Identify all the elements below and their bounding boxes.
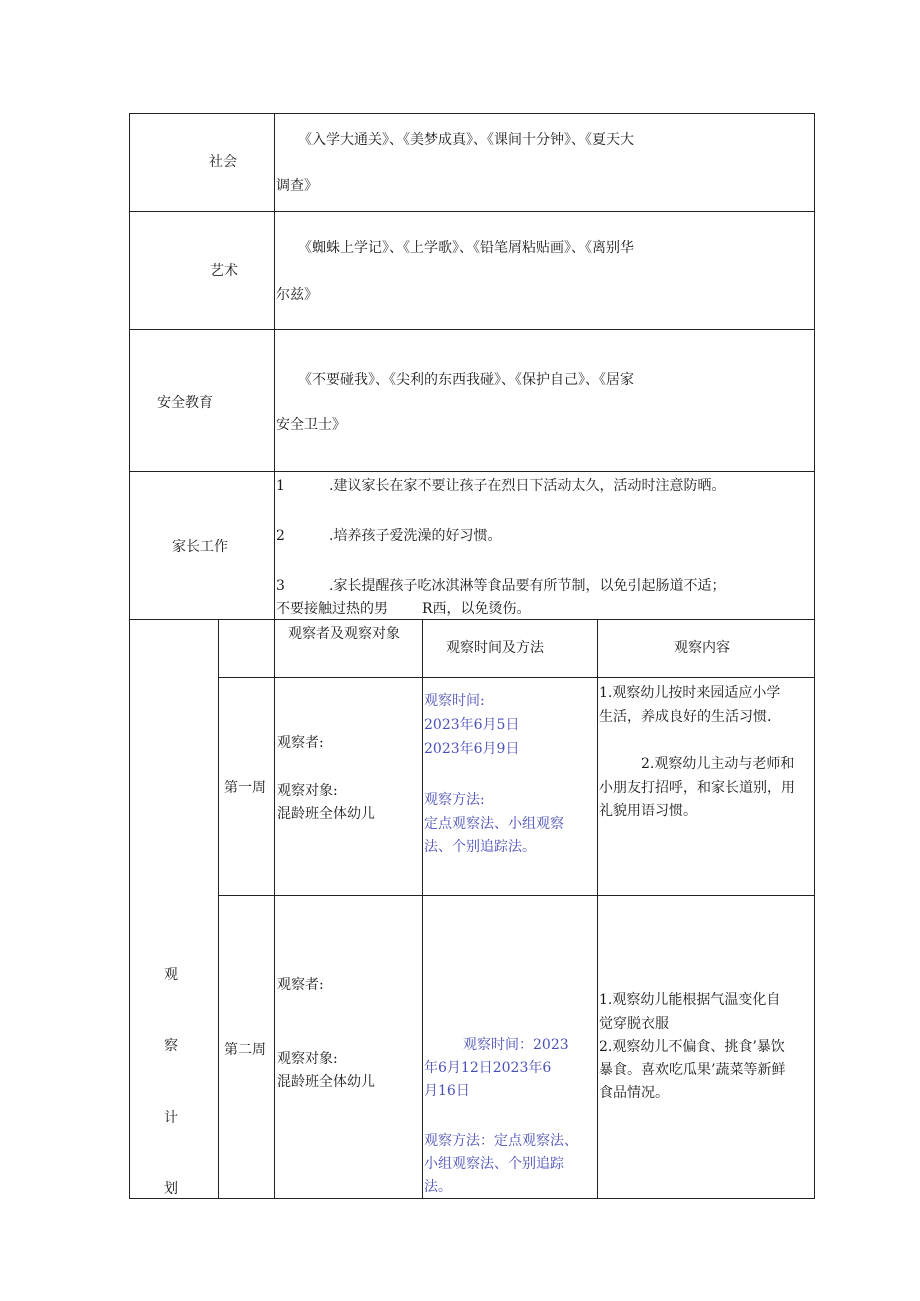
time-line: 观察时间：2023 bbox=[463, 1037, 569, 1053]
content-line: 2.观察幼儿主动与老师和 bbox=[641, 756, 795, 772]
method-line: 小组观察法、个别追踪 bbox=[424, 1156, 564, 1172]
target-value: 混龄班全体幼儿 bbox=[277, 1074, 375, 1090]
row-content-art-line1: 《蜘蛛上学记》、《上学歌》、《铅笔屑粘贴画》、《离别华 bbox=[298, 240, 634, 256]
row-label-social: 社会 bbox=[209, 154, 237, 170]
header-observer: 观察者及观察对象 bbox=[288, 626, 400, 642]
side-label-char: 计 bbox=[164, 1110, 178, 1126]
method-line: 法、个别追踪法。 bbox=[424, 839, 536, 855]
content-line: 1.观察幼儿能根据气温变化自 bbox=[599, 992, 781, 1008]
row-label-safety: 安全教育 bbox=[157, 395, 213, 411]
target-label: 观察对象: bbox=[277, 783, 338, 799]
parent-item-text: .培养孩子爱洗澡的好习惯。 bbox=[329, 528, 502, 544]
parent-item-number: 2 bbox=[276, 528, 285, 544]
method-line: 定点观察法、小组观察 bbox=[424, 816, 564, 832]
observer-label: 观察者: bbox=[277, 977, 324, 993]
row-content-social-line2: 调查》 bbox=[276, 178, 318, 194]
parent-item-text: .建议家长在家不要让孩子在烈日下活动太久，活动时注意防晒。 bbox=[329, 478, 726, 494]
parent-item-number: 1 bbox=[276, 478, 285, 494]
header-content: 观察内容 bbox=[674, 640, 730, 656]
content-line: 觉穿脱衣服 bbox=[599, 1016, 669, 1032]
row-content-art-line2: 尔兹》 bbox=[276, 287, 318, 303]
parent-item-number: 3 bbox=[276, 578, 285, 594]
time-label: 观察时间: bbox=[424, 693, 485, 709]
parent-item-tail-right: R西，以免烫伤。 bbox=[422, 601, 531, 617]
side-label-char: 观 bbox=[164, 967, 178, 983]
week-label: 第一周 bbox=[224, 780, 266, 796]
side-label-char: 划 bbox=[164, 1181, 178, 1197]
parent-item-tail-left: 不要接触过热的男 bbox=[276, 601, 388, 617]
method-line: 法。 bbox=[424, 1179, 452, 1195]
method-line: 观察方法：定点观察法、 bbox=[424, 1133, 578, 1149]
observer-label: 观察者: bbox=[277, 735, 324, 751]
content-line: 食品情况。 bbox=[599, 1085, 669, 1101]
row-content-safety-line2: 安全卫士》 bbox=[276, 417, 346, 433]
content-line: 暴食。喜欢吃瓜果’蔬菜等新鲜 bbox=[599, 1062, 786, 1078]
header-time-method: 观察时间及方法 bbox=[446, 640, 544, 656]
time-line: 2023年6月5日 bbox=[424, 717, 520, 733]
content-line: 礼貌用语习惯。 bbox=[599, 803, 697, 819]
content-line: 1.观察幼儿按时来园适应小学 bbox=[599, 685, 781, 701]
row-label-parent: 家长工作 bbox=[172, 539, 228, 555]
time-line: 年6月12日2023年6 bbox=[424, 1060, 552, 1076]
parent-item-text: .家长提醒孩子吃冰淇淋等食品要有所节制，以免引起肠道不适； bbox=[329, 578, 726, 594]
time-line: 2023年6月9日 bbox=[424, 741, 520, 757]
target-value: 混龄班全体幼儿 bbox=[277, 806, 375, 822]
week-label: 第二周 bbox=[224, 1042, 266, 1058]
content-line: 小朋友打招呼，和家长道别，用 bbox=[599, 780, 795, 796]
row-label-art: 艺术 bbox=[210, 263, 238, 279]
side-label-char: 察 bbox=[164, 1038, 178, 1054]
target-label: 观察对象: bbox=[277, 1051, 338, 1067]
content-line: 2.观察幼儿不偏食、挑食’暴饮 bbox=[599, 1039, 785, 1055]
row-content-social-line1: 《入学大通关》、《美梦成真》、《课间十分钟》、《夏天大 bbox=[298, 132, 634, 148]
row-content-safety-line1: 《不要碰我》、《尖利的东西我碰》、《保护自己》、《居家 bbox=[298, 372, 634, 388]
method-label: 观察方法: bbox=[424, 792, 485, 808]
time-line: 月16日 bbox=[424, 1083, 470, 1099]
content-line: 生活，养成良好的生活习惯. bbox=[599, 709, 772, 725]
